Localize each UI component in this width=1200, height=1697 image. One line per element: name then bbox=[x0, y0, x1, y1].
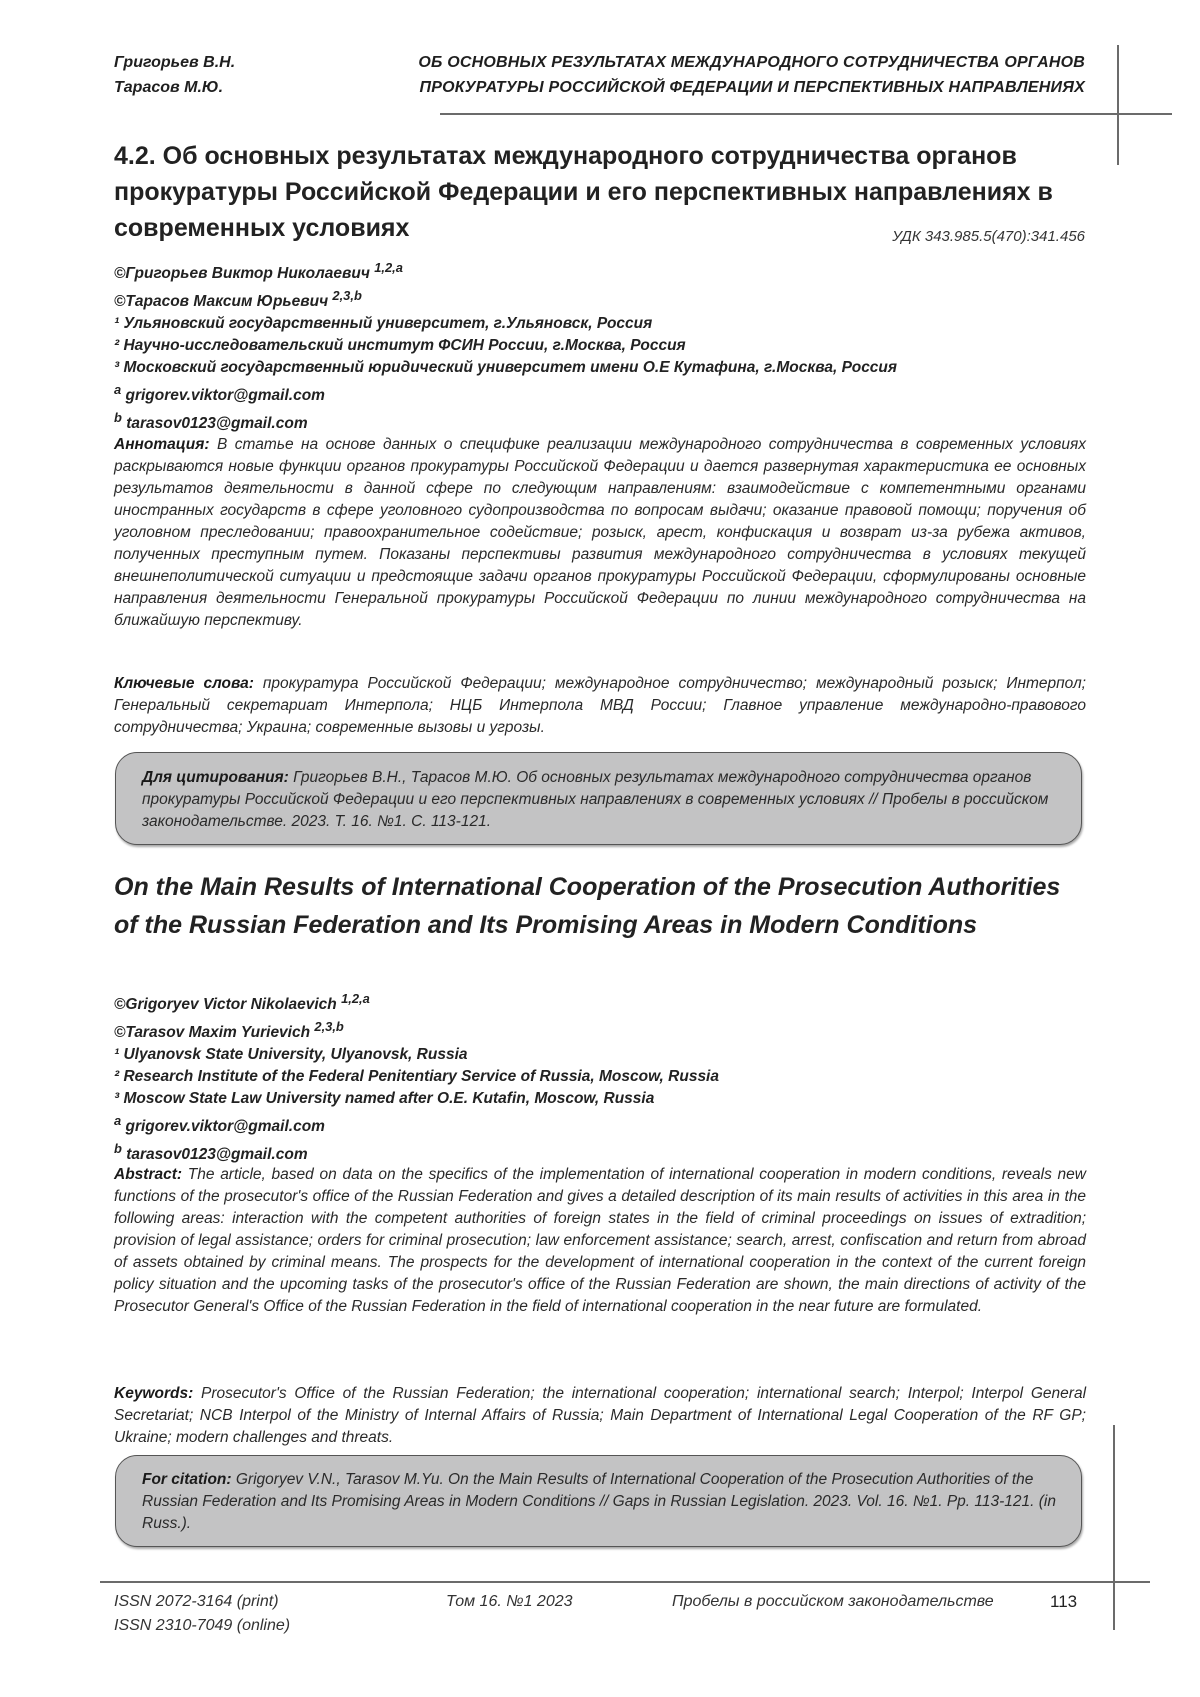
page-number: 113 bbox=[1050, 1592, 1078, 1611]
keywords-text-en: Prosecutor's Office of the Russian Federation; the international cooperation; international search; Interpol; Interpol General Secretariat; NCB Interpol of the Ministry of Internal Affairs of Russia; Main Department of International Legal Cooperation of the RF GP; Ukraine; modern challenges and threats. bbox=[114, 1385, 1087, 1446]
author-ru-1: ©Григорьев Виктор Николаевич $^{1,2,a}$ bbox=[114, 260, 403, 283]
affiliation-en-1: ¹ Ulyanovsk State University, Ulyanovsk, Russia bbox=[114, 1046, 468, 1064]
author-ru-2: ©Тарасов Максим Юрьевич $^{2,3,b}$ bbox=[114, 288, 362, 311]
email-en-2[interactable]: $^b$ tarasov0123@gmail.com bbox=[114, 1141, 308, 1164]
authors-block-ru bbox=[114, 257, 897, 436]
keywords-label-ru: Ключевые слова: bbox=[114, 675, 254, 692]
abstract-label-en: Abstract: bbox=[114, 1166, 183, 1183]
affiliation-en-3: ³ Moscow State Law University named after O.E. Kutafin, Moscow, Russia bbox=[114, 1090, 655, 1108]
issn-block bbox=[114, 1590, 290, 1638]
affiliation-en-2: ² Research Institute of the Federal Penitentiary Service of Russia, Moscow, Russia bbox=[114, 1068, 719, 1086]
header-title-line-1: ОБ ОСНОВНЫХ РЕЗУЛЬТАТАХ МЕЖДУНАРОДНОГО СОТРУДНИЧЕСТВА ОРГАНОВ bbox=[418, 54, 1085, 71]
citation-label-ru: Для цитирования: bbox=[142, 769, 289, 786]
article-title-ru: 4.2. Об основных результатах международного сотрудничества органов прокуратуры Российской Федерации и его перспективных направлениях в современных условиях bbox=[114, 142, 1053, 242]
email-en-1[interactable]: $^a$ grigorev.viktor@gmail.com bbox=[114, 1113, 325, 1136]
abstract-ru bbox=[114, 434, 1086, 632]
udk-code: УДК 343.985.5(470):341.456 bbox=[892, 228, 1085, 245]
running-header-authors bbox=[114, 50, 235, 100]
journal-name: Пробелы в российском законодательстве bbox=[672, 1593, 994, 1610]
author-en-2: ©Tarasov Maxim Yurievich $^{2,3,b}$ bbox=[114, 1019, 344, 1042]
citation-text-ru: Григорьев В.Н., Тарасов М.Ю. Об основных результатах международного сотрудничества органов прокуратуры Российской Федерации и его перспективных направлениях в современных условиях // Пробелы в российском законодательстве. 2023. Т. 16. №1. С. 113-121. bbox=[142, 769, 1049, 830]
keywords-label-en: Keywords: bbox=[114, 1385, 194, 1402]
keywords-text-ru: прокуратура Российской Федерации; международное сотрудничество; международный розыск; Интерпол; Генеральный секретариат Интерпола; НЦБ Интерпола МВД России; Главное управление международно-правового сотрудничества; Украина; современные вызовы и угрозы. bbox=[114, 675, 1086, 736]
issn-online: ISSN 2310-7049 (online) bbox=[114, 1617, 291, 1634]
footer-rule bbox=[100, 1581, 1150, 1583]
crop-mark-top bbox=[1117, 45, 1119, 165]
volume-issue: Том 16. №1 2023 bbox=[446, 1593, 573, 1610]
abstract-en bbox=[114, 1164, 1086, 1318]
citation-box-ru bbox=[115, 752, 1082, 845]
email-ru-1[interactable]: $^a$ grigorev.viktor@gmail.com bbox=[114, 382, 325, 405]
header-author-2: Тарасов М.Ю. bbox=[114, 79, 224, 96]
citation-text-en: Grigoryev V.N., Tarasov M.Yu. On the Main Results of International Cooperation of the Prosecution Authorities of the Russian Federation and Its Promising Areas in Modern Conditions // Gaps in Russian Legislation. 2023. Vol. 16. №1. Pp. 113-121. (in Russ.). bbox=[142, 1471, 1056, 1532]
header-author-1: Григорьев В.Н. bbox=[114, 54, 236, 71]
affiliation-ru-1: ¹ Ульяновский государственный университет, г.Ульяновск, Россия bbox=[114, 315, 653, 333]
citation-box-en bbox=[115, 1455, 1082, 1547]
running-header-title bbox=[330, 50, 1085, 100]
abstract-text-ru: В статье на основе данных о специфике реализации международного сотрудничества в современных условиях раскрываются новые функции органов прокуратуры Российской Федерации и дается развернутая характеристика ее основных результатов деятельности в данной сфере по следующим направлениям: взаимодействие с компетентными органами иностранных государств в сфере уголовного судопроизводства по вопросам выдачи; оказание правовой помощи; поручения об уголовном преследовании; правоохранительное содействие; розыск, арест, конфискация и возврат из-за рубежа активов, полученных преступным путем. Показаны перспективы развития международного сотрудничества в условиях текущей внешнеполитической ситуации и предстоящие задачи органов прокуратуры Российской Федерации, сформулированы основные направления деятельности Генеральной прокуратуры Российской Федерации по линии международного сотрудничества на ближайшую перспективу. bbox=[114, 436, 1086, 629]
header-rule bbox=[440, 113, 1172, 115]
article-title-en: On the Main Results of International Cooperation of the Prosecution Authorities of the Russian Federation and Its Promising Areas in Modern Conditions bbox=[114, 873, 1061, 939]
author-en-1: ©Grigoryev Victor Nikolaevich $^{1,2,a}$ bbox=[114, 991, 370, 1014]
authors-block-en bbox=[114, 988, 719, 1167]
email-ru-2[interactable]: $^b$ tarasov0123@gmail.com bbox=[114, 410, 308, 433]
issn-print: ISSN 2072-3164 (print) bbox=[114, 1593, 279, 1610]
crop-mark-bottom bbox=[1113, 1425, 1115, 1630]
citation-label-en: For citation: bbox=[142, 1471, 232, 1488]
affiliation-ru-3: ³ Московский государственный юридический университет имени О.Е Кутафина, г.Москва, Россия bbox=[114, 359, 898, 377]
abstract-label-ru: Аннотация: bbox=[114, 436, 210, 453]
header-title-line-2: ПРОКУРАТУРЫ РОССИЙСКОЙ ФЕДЕРАЦИИ И ПЕРСПЕКТИВНЫХ НАПРАВЛЕНИЯХ bbox=[419, 79, 1085, 96]
keywords-en bbox=[114, 1383, 1086, 1449]
affiliation-ru-2: ² Научно-исследовательский институт ФСИН России, г.Москва, Россия bbox=[114, 337, 686, 355]
keywords-ru bbox=[114, 673, 1086, 739]
abstract-text-en: The article, based on data on the specifics of the implementation of international cooperation in modern conditions, reveals new functions of the prosecutor's office of the Russian Federation and gives a detailed description of its main results of activities in this area in the following areas: interaction with the competent authorities of foreign states in the field of criminal proceedings on issues of extradition; provision of legal assistance; orders for criminal prosecution; law enforcement assistance; search, arrest, confiscation and return from abroad of assets obtained by criminal means. The prospects for the development of international cooperation in the context of the current foreign policy situation and the upcoming tasks of the prosecutor's office of the Russian Federation are shown, the main directions of activity of the Prosecutor General's Office of the Russian Federation in the field of international cooperation in the near future are formulated. bbox=[114, 1166, 1086, 1315]
